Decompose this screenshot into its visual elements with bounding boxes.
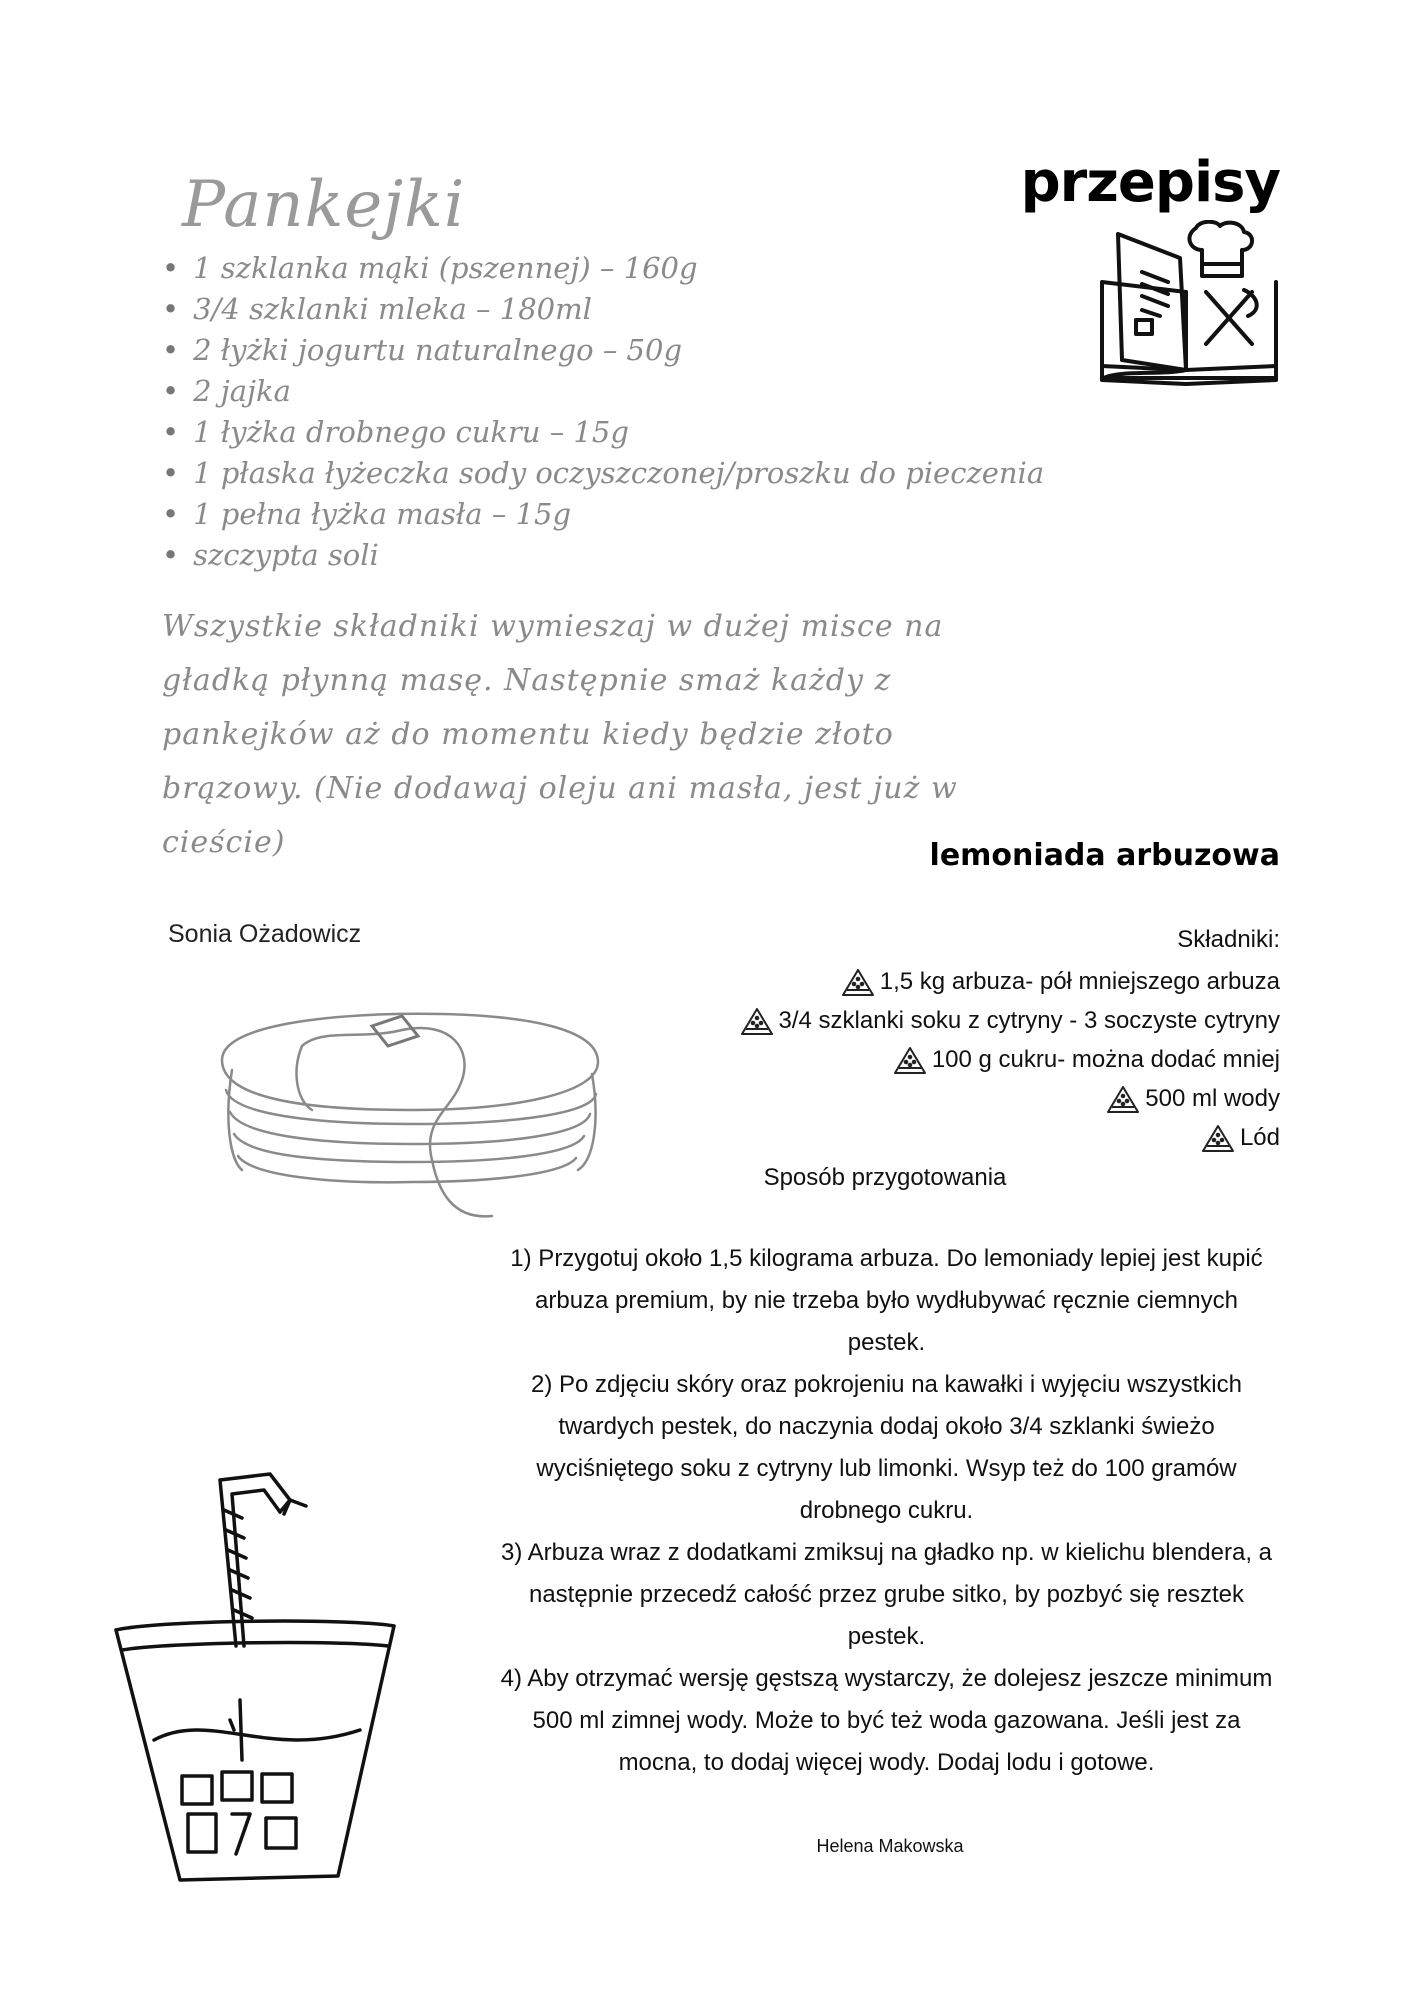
ingredient-item [739,1001,1280,1040]
handwritten-ingredient: • 1 szklanka mąki (pszennej) – 160g [162,248,1044,289]
ingredient-item [739,1118,1280,1157]
pancake-stack-drawing [212,1010,604,1230]
drink-glass-drawing [110,1470,400,1890]
author-name: Sonia Ożadowicz [168,920,362,948]
method-step: 3) Arbuza wraz z dodatkami zmiksuj na gładko np. w kielichu blendera, a następnie przecedź całość przez grube sitko, by pozbyć się resztek pestek. [500,1539,1273,1650]
handwritten-method: Wszystkie składniki wymieszaj w dużej misce na gładką płynną masę. Następnie smaż każdy z pankejków aż do momentu kiedy będzie złoto brązowy. (Nie dodawaj oleju ani masła, jest już w cieście) [162,609,958,860]
cookbook-chef-icon [1098,220,1280,392]
watermelon-slice-icon [892,1045,928,1077]
handwritten-ingredient: • 1 łyżka drobnego cukru – 15g [162,412,1044,453]
handwritten-ingredient: • 1 pełna łyżka masła – 15g [162,494,1044,535]
handwritten-ingredient: • szczypta soli [162,535,1044,576]
ingredient-text: 1,5 kg arbuza- pół mniejszego arbuza [879,968,1280,995]
ingredient-text: 100 g cukru- można dodać mniej [931,1046,1280,1073]
ingredients-label: Składniki: [1177,926,1280,953]
method-step: 4) Aby otrzymać wersję gęstszą wystarczy, że dolejesz jeszcze minimum 500 ml zimnej wody. Może to być też woda gazowana. Jeśli jest za mocna, to dodaj więcej wody. Dodaj lodu i gotowe. [500,1665,1273,1776]
handwritten-ingredient: • 1 płaska łyżeczka sody oczyszczonej/proszku do pieczenia [162,453,1044,494]
recipe-heading: lemoniada arbuzowa [929,838,1280,873]
ingredient-item [739,1079,1280,1118]
handwritten-ingredient-list [162,248,1044,576]
handwritten-ingredient: • 3/4 szklanki mleka – 180ml [162,289,1044,330]
recipe-author: Helena Makowska [816,1836,964,1856]
handwritten-title: Pankejki [182,168,466,242]
ingredient-text: Lód [1239,1124,1280,1151]
ingredient-list [739,962,1280,1157]
ingredient-item [739,962,1280,1001]
ingredient-text: 500 ml wody [1145,1085,1280,1112]
watermelon-slice-icon [840,967,876,999]
watermelon-slice-icon [739,1006,775,1038]
ingredient-text: 3/4 szklanki soku z cytryny - 3 soczyste cytryny [778,1007,1280,1034]
method-label: Sposób przygotowania [763,1164,1007,1191]
method-steps [494,1238,1279,1784]
method-step: 1) Przygotuj około 1,5 kilograma arbuza. Do lemoniady lepiej jest kupić arbuza premium, by nie trzeba było wydłubywać ręcznie ciemnych pestek. [510,1245,1263,1356]
watermelon-slice-icon [1105,1084,1141,1116]
handwritten-ingredient: • 2 jajka [162,371,1044,412]
method-step: 2) Po zdjęciu skóry oraz pokrojeniu na kawałki i wyjęciu wszystkich twardych pestek, do naczynia dodaj około 3/4 szklanki świeżo wyciśniętego soku z cytryny lub limonki. Wsyp też do 100 gramów drobnego cukru. [531,1371,1242,1524]
ingredient-item [739,1040,1280,1079]
handwritten-ingredient: • 2 łyżki jogurtu naturalnego – 50g [162,330,1044,371]
watermelon-slice-icon [1200,1123,1236,1155]
brand-title: przepisy [1020,150,1280,215]
